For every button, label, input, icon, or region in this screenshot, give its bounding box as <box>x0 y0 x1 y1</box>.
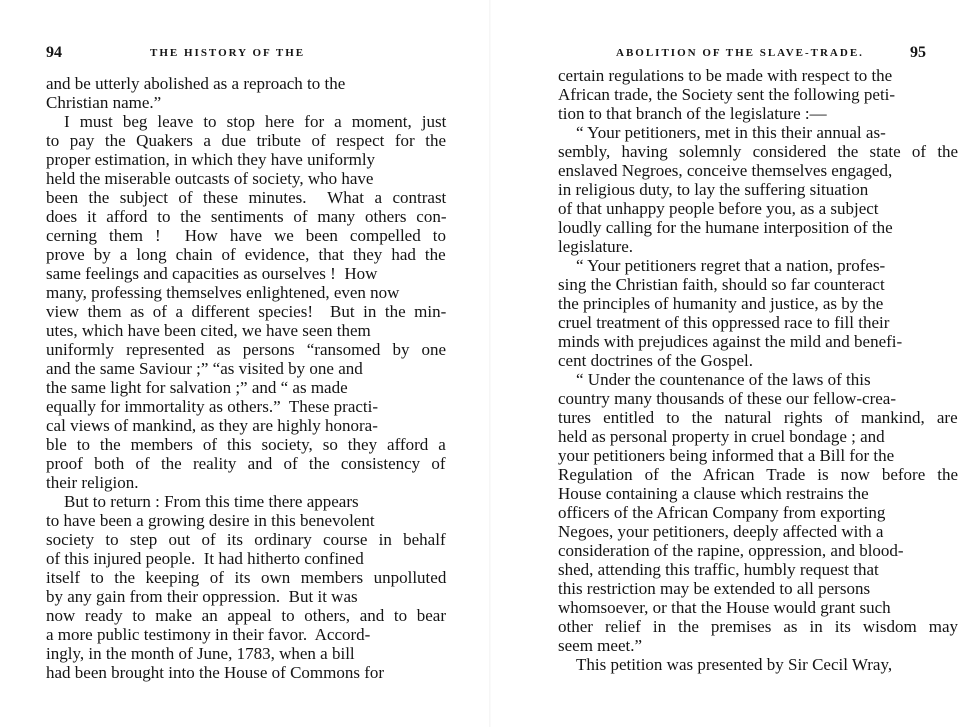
text-line: itself to the keeping of its own members unpolluted <box>46 568 447 587</box>
page-body <box>46 74 446 682</box>
page-body <box>558 66 958 674</box>
text-line: and the same Saviour ;” “as visited by one and <box>46 359 363 378</box>
text-line: House containing a clause which restrains the <box>558 484 869 503</box>
text-line: cruel treatment of this oppressed race to fill their <box>558 313 890 332</box>
text-line: the same light for salvation ;” and “ as made <box>46 378 348 397</box>
text-line: of that unhappy people before you, as a subject <box>558 199 879 218</box>
text-line: prove by a long chain of evidence, that they had the <box>46 245 446 264</box>
text-line: “ Your petitioners, met in this their annual as- <box>576 123 886 142</box>
text-line: seem meet.” <box>558 636 643 655</box>
text-line: tures entitled to the natural rights of mankind, are <box>558 408 958 427</box>
text-line: officers of the African Company from exporting <box>558 503 886 522</box>
text-line: to have been a growing desire in this benevolent <box>46 511 375 530</box>
text-line: a more public testimony in their favor. Accord- <box>46 625 371 644</box>
text-line: had been brought into the House of Commons for <box>46 663 385 682</box>
text-line: many, professing themselves enlightened, even now <box>46 283 400 302</box>
text-line: their religion. <box>46 473 139 492</box>
text-line: minds with prejudices against the mild and benefi- <box>558 332 903 351</box>
right-page <box>490 0 980 727</box>
text-line: “ Under the countenance of the laws of this <box>576 370 871 389</box>
text-line: This petition was presented by Sir Cecil Wray, <box>576 655 893 674</box>
text-line: to pay the Quakers a due tribute of respect for the <box>46 131 447 150</box>
text-line: proper estimation, in which they have uniformly <box>46 150 376 169</box>
text-line: utes, which have been cited, we have seen them <box>46 321 371 340</box>
text-line: shed, attending this traffic, humbly request that <box>558 560 879 579</box>
text-line: been the subject of these minutes. What a contrast <box>46 188 447 207</box>
text-line: legislature. <box>558 237 634 256</box>
text-line: whomsoever, or that the House would grant such <box>558 598 891 617</box>
text-line: equally for immortality as others.” These practi- <box>46 397 379 416</box>
text-line: Christian name.” <box>46 93 162 112</box>
text-line: loudly calling for the humane interposition of the <box>558 218 893 237</box>
running-head: ABOLITION OF THE SLAVE-TRADE. <box>616 47 864 59</box>
text-line: enslaved Negroes, conceive themselves engaged, <box>558 161 893 180</box>
text-line: this restriction may be extended to all persons <box>558 579 871 598</box>
text-line: “ Your petitioners regret that a nation, profes- <box>576 256 886 275</box>
text-line: cent doctrines of the Gospel. <box>558 351 753 370</box>
text-line: Negoes, your petitioners, deeply affected with a <box>558 522 884 541</box>
text-line: held the miserable outcasts of society, who have <box>46 169 374 188</box>
text-line: in religious duty, to lay the suffering situation <box>558 180 869 199</box>
text-line: African trade, the Society sent the following peti- <box>558 85 896 104</box>
text-line: cal views of mankind, as they are highly honora- <box>46 416 378 435</box>
text-line: held as personal property in cruel bondage ; and <box>558 427 885 446</box>
text-line: your petitioners being informed that a Bill for the <box>558 446 895 465</box>
text-line: certain regulations to be made with respect to the <box>558 66 893 85</box>
text-line: now ready to make an appeal to others, and to bear <box>46 606 447 625</box>
text-line: I must beg leave to stop here for a moment, just <box>64 112 447 131</box>
text-line: view them as of a different species! But in the min- <box>46 302 447 321</box>
text-line: society to step out of its ordinary course in behalf <box>46 530 446 549</box>
text-line: the principles of humanity and justice, as by the <box>558 294 884 313</box>
text-line: proof both of the reality and of the consistency of <box>46 454 446 473</box>
text-line: tion to that branch of the legislature :— <box>558 104 827 123</box>
running-head: THE HISTORY OF THE <box>150 47 306 59</box>
text-line: ingly, in the month of June, 1783, when a bill <box>46 644 355 663</box>
page-number: 94 <box>46 44 62 61</box>
text-line: country many thousands of these our fellow-crea- <box>558 389 896 408</box>
text-line: cerning them ! How have we been compelled to <box>46 226 446 245</box>
text-line: other relief in the premises as in its wisdom may <box>558 617 959 636</box>
text-line: consideration of the rapine, oppression, and blood- <box>558 541 904 560</box>
text-line: uniformly represented as persons “ransomed by one <box>46 340 447 359</box>
page-number: 95 <box>910 44 926 61</box>
text-line: of this injured people. It had hitherto confined <box>46 549 364 568</box>
text-line: does it afford to the sentiments of many others con- <box>46 207 447 226</box>
text-line: sing the Christian faith, should so far counteract <box>558 275 885 294</box>
text-line: ble to the members of this society, so they afford a <box>46 435 446 454</box>
text-line: But to return : From this time there appears <box>64 492 359 511</box>
text-line: sembly, having solemnly considered the state of the <box>558 142 959 161</box>
text-line: and be utterly abolished as a reproach to the <box>46 74 346 93</box>
text-line: same feelings and capacities as ourselves ! How <box>46 264 378 283</box>
text-line: by any gain from their oppression. But it was <box>46 587 358 606</box>
text-line: Regulation of the African Trade is now before the <box>558 465 959 484</box>
